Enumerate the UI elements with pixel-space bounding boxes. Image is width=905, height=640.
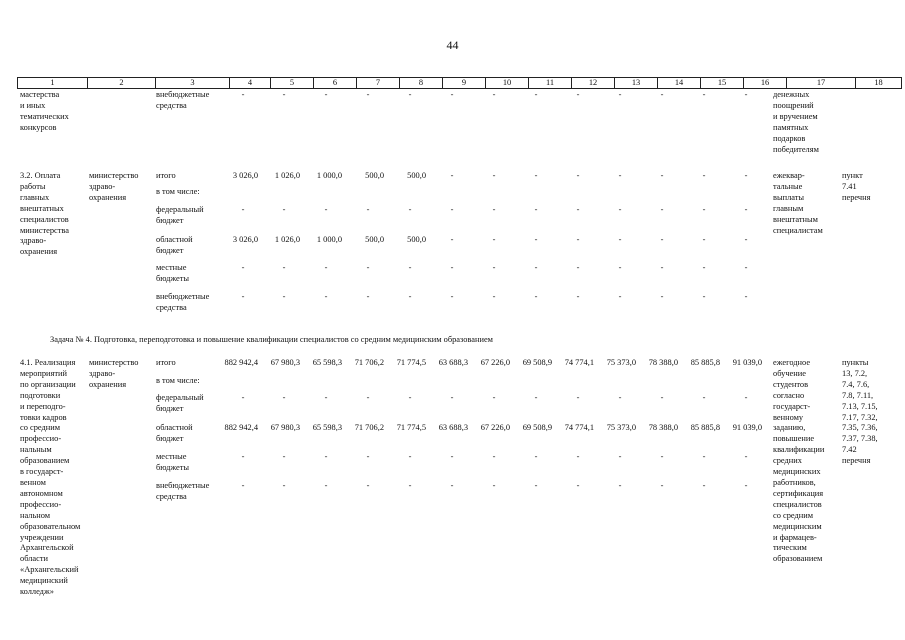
- section3-executor: министерство здраво- охранения: [89, 358, 139, 389]
- section3-row-4-col-11: -: [534, 452, 538, 461]
- section2-row-4-col-4: -: [241, 263, 245, 272]
- section2-row-2-col-14: -: [660, 205, 664, 214]
- section3-row-2-col-14: -: [660, 393, 664, 402]
- section1-col-8: -: [408, 90, 412, 99]
- section2-row-0-col-6: 1 000,0: [316, 171, 342, 180]
- header-col-18: 18: [856, 78, 902, 89]
- section2-row-3-col-4: 3 026,0: [232, 235, 258, 244]
- section3-row-label: федеральный бюджет: [156, 393, 204, 413]
- section2-row-3-col-8: 500,0: [407, 235, 426, 244]
- header-col-7: 7: [357, 78, 400, 89]
- section3-row-2-col-5: -: [282, 393, 286, 402]
- section3-row-4-col-13: -: [618, 452, 622, 461]
- section2-row-5-col-16: -: [744, 292, 748, 301]
- section3-row-0-col-5: 67 980,3: [270, 358, 300, 367]
- section2-row-4-col-9: -: [450, 263, 454, 272]
- section2-row-0-col-12: -: [576, 171, 580, 180]
- section2-row-2-col-5: -: [282, 205, 286, 214]
- section2-row-2-col-16: -: [744, 205, 748, 214]
- section3-row-2-col-13: -: [618, 393, 622, 402]
- section2-row-4-col-13: -: [618, 263, 622, 272]
- section3-row-4-col-14: -: [660, 452, 664, 461]
- section2-result: ежеквар- тальные выплаты главным внештатным специалистам: [773, 171, 823, 235]
- header-col-5: 5: [271, 78, 314, 89]
- section3-row-0-col-16: 91 039,0: [732, 358, 762, 367]
- section3-row-label: местные бюджеты: [156, 452, 190, 472]
- section3-row-3-col-5: 67 980,3: [270, 423, 300, 432]
- header-col-11: 11: [529, 78, 572, 89]
- section3-row-4-col-8: -: [408, 452, 412, 461]
- section2-row-3-col-7: 500,0: [365, 235, 384, 244]
- section2-row-label: федеральный бюджет: [156, 205, 204, 225]
- section3-reference: пункты 13, 7.2, 7.4, 7.6, 7.8, 7.11, 7.13, 7.15, 7.17, 7.32, 7.35, 7.36, 7.37, 7.38, 7.42 перечня: [842, 358, 878, 466]
- section3-row-0-col-14: 78 388,0: [648, 358, 678, 367]
- section2-row-4-col-15: -: [702, 263, 706, 272]
- section3-row-3-col-12: 74 774,1: [564, 423, 594, 432]
- section3-row-5-col-6: -: [324, 481, 328, 490]
- section3-row-3-col-13: 75 373,0: [606, 423, 636, 432]
- section1-col-6: -: [324, 90, 328, 99]
- section3-row-2-col-4: -: [241, 393, 245, 402]
- section3-row-5-col-8: -: [408, 481, 412, 490]
- section2-row-3-col-12: -: [576, 235, 580, 244]
- section1-col-14: -: [660, 90, 664, 99]
- section2-row-0-col-15: -: [702, 171, 706, 180]
- section3-row-4-col-5: -: [282, 452, 286, 461]
- section2-row-2-col-8: -: [408, 205, 412, 214]
- header-col-14: 14: [658, 78, 701, 89]
- section1-row-label: внебюджетные средства: [156, 90, 210, 110]
- header-col-16: 16: [744, 78, 787, 89]
- section2-row-4-col-11: -: [534, 263, 538, 272]
- section2-row-3-col-10: -: [492, 235, 496, 244]
- section2-row-2-col-10: -: [492, 205, 496, 214]
- section2-row-0-col-4: 3 026,0: [232, 171, 258, 180]
- section3-row-5-col-12: -: [576, 481, 580, 490]
- section2-row-0-col-13: -: [618, 171, 622, 180]
- section3-name: 4.1. Реализация мероприятий по организации подготовки и переподго- товки кадров со средним профессио- нальным образованием в государст- венном автономном профессио- нальном образовательном учреждении Архангельской области «Архангельский медицинский колледж»: [20, 358, 81, 597]
- section3-row-5-col-9: -: [450, 481, 454, 490]
- section3-row-2-col-15: -: [702, 393, 706, 402]
- header-col-8: 8: [400, 78, 443, 89]
- section2-row-2-col-4: -: [241, 205, 245, 214]
- section2-row-5-col-13: -: [618, 292, 622, 301]
- section2-row-label: внебюджетные средства: [156, 292, 210, 312]
- section3-row-3-col-15: 85 885,8: [690, 423, 720, 432]
- section3-row-2-col-11: -: [534, 393, 538, 402]
- section3-row-3-col-16: 91 039,0: [732, 423, 762, 432]
- section1-result: денежных поощрений и вручением памятных подарков победителям: [773, 90, 819, 154]
- section1-col-16: -: [744, 90, 748, 99]
- section1-col-10: -: [492, 90, 496, 99]
- section2-row-3-col-6: 1 000,0: [316, 235, 342, 244]
- header-col-17: 17: [787, 78, 856, 89]
- section2-row-0-col-11: -: [534, 171, 538, 180]
- section3-row-0-col-6: 65 598,3: [312, 358, 342, 367]
- section3-row-4-col-10: -: [492, 452, 496, 461]
- section2-row-5-col-7: -: [366, 292, 370, 301]
- section2-row-5-col-10: -: [492, 292, 496, 301]
- section3-row-label: областной бюджет: [156, 423, 193, 443]
- section1-col-5: -: [282, 90, 286, 99]
- section3-row-5-col-14: -: [660, 481, 664, 490]
- section3-row-2-col-12: -: [576, 393, 580, 402]
- section3-row-3-col-9: 63 688,3: [438, 423, 468, 432]
- section3-row-0-col-10: 67 226,0: [480, 358, 510, 367]
- section3-row-0-col-7: 71 706,2: [354, 358, 384, 367]
- section2-row-5-col-11: -: [534, 292, 538, 301]
- section2-row-4-col-16: -: [744, 263, 748, 272]
- section3-row-0-col-15: 85 885,8: [690, 358, 720, 367]
- section2-row-2-col-12: -: [576, 205, 580, 214]
- section2-row-2-col-11: -: [534, 205, 538, 214]
- section3-row-2-col-7: -: [366, 393, 370, 402]
- section2-row-label: местные бюджеты: [156, 263, 190, 283]
- section1-col-7: -: [366, 90, 370, 99]
- section2-row-4-col-7: -: [366, 263, 370, 272]
- section3-row-0-col-8: 71 774,5: [396, 358, 426, 367]
- section2-row-5-col-15: -: [702, 292, 706, 301]
- section2-row-3-col-11: -: [534, 235, 538, 244]
- section1-name: мастерства и иных тематических конкурсов: [20, 90, 69, 132]
- section2-row-label: областной бюджет: [156, 235, 193, 255]
- section2-row-5-col-12: -: [576, 292, 580, 301]
- section3-row-3-col-14: 78 388,0: [648, 423, 678, 432]
- section2-row-3-col-14: -: [660, 235, 664, 244]
- section2-reference: пункт 7.41 перечня: [842, 171, 871, 202]
- section2-row-0-col-8: 500,0: [407, 171, 426, 180]
- section3-row-5-col-10: -: [492, 481, 496, 490]
- header-col-13: 13: [615, 78, 658, 89]
- section2-row-3-col-15: -: [702, 235, 706, 244]
- section3-row-2-col-16: -: [744, 393, 748, 402]
- section1-col-12: -: [576, 90, 580, 99]
- section3-row-2-col-6: -: [324, 393, 328, 402]
- section2-row-5-col-4: -: [241, 292, 245, 301]
- section2-row-3-col-5: 1 026,0: [274, 235, 300, 244]
- header-col-4: 4: [230, 78, 271, 89]
- section2-row-2-col-13: -: [618, 205, 622, 214]
- header-col-1: 1: [18, 78, 88, 89]
- section3-row-5-col-4: -: [241, 481, 245, 490]
- section3-row-5-col-11: -: [534, 481, 538, 490]
- section3-row-0-col-11: 69 508,9: [522, 358, 552, 367]
- section3-row-0-col-4: 882 942,4: [224, 358, 258, 367]
- section2-row-5-col-6: -: [324, 292, 328, 301]
- section3-row-2-col-10: -: [492, 393, 496, 402]
- section2-row-0-col-10: -: [492, 171, 496, 180]
- section1-col-11: -: [534, 90, 538, 99]
- section2-row-5-col-14: -: [660, 292, 664, 301]
- section2-row-2-col-15: -: [702, 205, 706, 214]
- section3-result: ежегодное обучение студентов согласно государст- венному заданию, повышение квалификации средних медицинских работников, сертификация специалистов со средним медицинским и фармацев- тическим образованием: [773, 358, 825, 564]
- section2-row-0-col-9: -: [450, 171, 454, 180]
- section3-row-4-col-6: -: [324, 452, 328, 461]
- header-col-3: 3: [156, 78, 230, 89]
- header-col-10: 10: [486, 78, 529, 89]
- section3-row-3-col-10: 67 226,0: [480, 423, 510, 432]
- section3-row-0-col-9: 63 688,3: [438, 358, 468, 367]
- section2-row-4-col-10: -: [492, 263, 496, 272]
- section2-name: 3.2. Оплата работы главных внештатных специалистов министерства здраво- охранения: [20, 171, 69, 257]
- section2-row-0-col-14: -: [660, 171, 664, 180]
- column-number-header: [17, 77, 902, 89]
- section3-row-3-col-8: 71 774,5: [396, 423, 426, 432]
- section2-row-4-col-12: -: [576, 263, 580, 272]
- section2-row-4-col-14: -: [660, 263, 664, 272]
- header-col-2: 2: [88, 78, 156, 89]
- section3-row-3-col-6: 65 598,3: [312, 423, 342, 432]
- header-col-9: 9: [443, 78, 486, 89]
- section3-row-4-col-12: -: [576, 452, 580, 461]
- section2-row-2-col-6: -: [324, 205, 328, 214]
- section3-row-3-col-11: 69 508,9: [522, 423, 552, 432]
- header-col-6: 6: [314, 78, 357, 89]
- section3-row-5-col-16: -: [744, 481, 748, 490]
- section2-row-0-col-5: 1 026,0: [274, 171, 300, 180]
- section1-col-9: -: [450, 90, 454, 99]
- section2-row-5-col-8: -: [408, 292, 412, 301]
- section3-row-4-col-16: -: [744, 452, 748, 461]
- task-title: Задача № 4. Подготовка, переподготовка и повышение квалификации специалистов со средним медицинским образованием: [50, 335, 493, 344]
- header-col-15: 15: [701, 78, 744, 89]
- section2-row-4-col-5: -: [282, 263, 286, 272]
- section2-executor: министерство здраво- охранения: [89, 171, 139, 202]
- section3-row-5-col-15: -: [702, 481, 706, 490]
- header-col-12: 12: [572, 78, 615, 89]
- section3-row-3-col-4: 882 942,4: [224, 423, 258, 432]
- section3-row-3-col-7: 71 706,2: [354, 423, 384, 432]
- section1-col-15: -: [702, 90, 706, 99]
- section2-row-label: в том числе:: [156, 187, 200, 196]
- section3-row-label: в том числе:: [156, 376, 200, 385]
- section2-row-label: итого: [156, 171, 176, 180]
- section2-row-3-col-16: -: [744, 235, 748, 244]
- section2-row-3-col-13: -: [618, 235, 622, 244]
- section3-row-4-col-4: -: [241, 452, 245, 461]
- section3-row-2-col-9: -: [450, 393, 454, 402]
- section3-row-label: внебюджетные средства: [156, 481, 210, 501]
- section1-col-13: -: [618, 90, 622, 99]
- section3-row-5-col-7: -: [366, 481, 370, 490]
- section2-row-5-col-9: -: [450, 292, 454, 301]
- section2-row-0-col-16: -: [744, 171, 748, 180]
- section3-row-label: итого: [156, 358, 176, 367]
- section3-row-4-col-9: -: [450, 452, 454, 461]
- section2-row-4-col-6: -: [324, 263, 328, 272]
- section2-row-5-col-5: -: [282, 292, 286, 301]
- section1-col-4: -: [241, 90, 245, 99]
- section3-row-0-col-13: 75 373,0: [606, 358, 636, 367]
- page-number: 44: [446, 38, 459, 52]
- section3-row-0-col-12: 74 774,1: [564, 358, 594, 367]
- section3-row-2-col-8: -: [408, 393, 412, 402]
- section3-row-5-col-13: -: [618, 481, 622, 490]
- section2-row-2-col-9: -: [450, 205, 454, 214]
- section2-row-3-col-9: -: [450, 235, 454, 244]
- section2-row-0-col-7: 500,0: [365, 171, 384, 180]
- section2-row-4-col-8: -: [408, 263, 412, 272]
- section3-row-4-col-7: -: [366, 452, 370, 461]
- section3-row-4-col-15: -: [702, 452, 706, 461]
- section2-row-2-col-7: -: [366, 205, 370, 214]
- section3-row-5-col-5: -: [282, 481, 286, 490]
